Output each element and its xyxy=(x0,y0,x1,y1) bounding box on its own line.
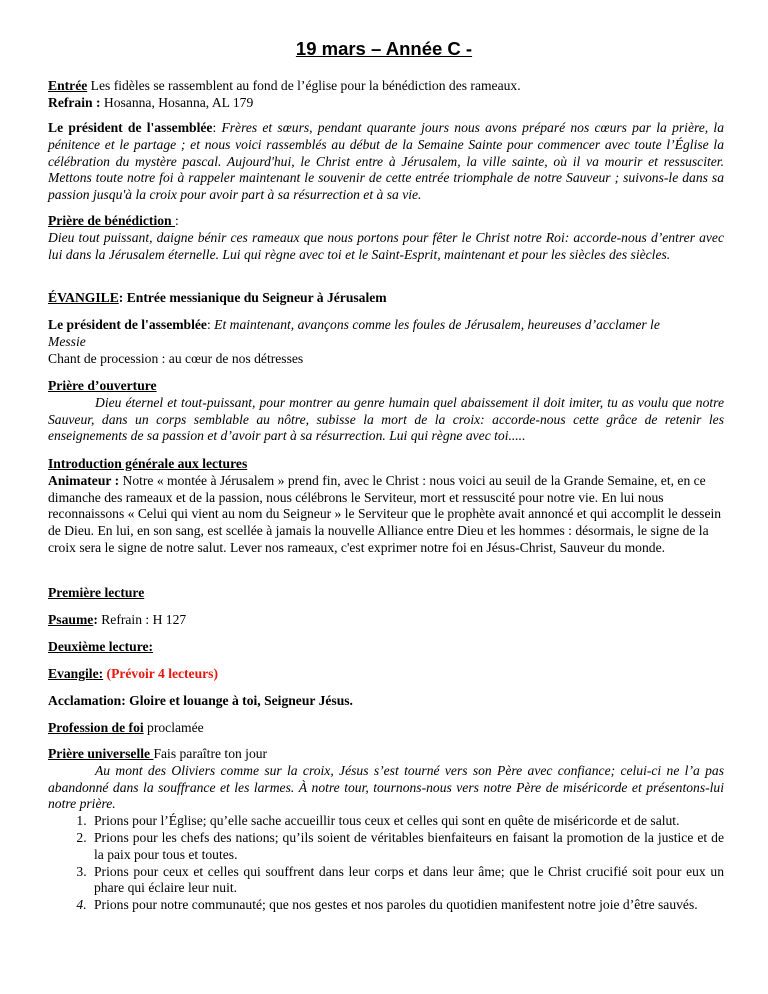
list-item: 1. Prions pour l’Église; qu’elle sache accueillir tous ceux et celles qui sont en quête de miséricorde et de salut. xyxy=(90,813,724,830)
entree-text: Les fidèles se rassemblent au fond de l’église pour la bénédiction des rameaux. xyxy=(87,78,521,93)
page-title: 19 mars – Année C - xyxy=(295,38,473,59)
refrain-line xyxy=(48,95,724,112)
benediction-section: Prière de bénédiction : Dieu tout puissant, daigne bénir ces rameaux que nous portons pour fêter le Christ notre Roi: accorde-nous d’entrer avec lui dans la Jérusalem éternelle. Lui qui règne avec toi et le Saint-Esprit, maintenant et pour les siècles des siècles. xyxy=(48,213,724,262)
introduction-label: Introduction générale aux lectures xyxy=(48,456,248,471)
introduction-section xyxy=(48,456,724,557)
introduction-text: Notre « montée à Jérusalem » prend fin, avec le Christ : nous voici au seuil de la Grande Semaine, et, en ce dimanche des rameaux et de la passion, nous célébrons le Serviteur, mort et ressuscité pour notre vie. En lui nous reconnaissons « Celui qui vient au nom du Seigneur » le Serviteur que le prophète avait annoncé et qui accomplit le dessein de Dieu. En lui, en son sang, est scellée à jamais la nouvelle Alliance entre Dieu et les hommes : désormais, le signe de la croix sera le signe de notre salut. Lever nos rameaux, c'est exprimer notre foi en Jésus-Christ, Sauveur du monde. xyxy=(48,472,722,555)
refrain-text: Hosanna, Hosanna, AL 179 xyxy=(100,94,254,110)
president-label: Le président de l'assemblée xyxy=(48,120,213,135)
entree-line xyxy=(48,78,724,95)
entree-section xyxy=(48,78,724,112)
president2-text: Et maintenant, avançons comme les foules de Jérusalem, heureuses d’acclamer le Messie xyxy=(48,317,660,349)
president2-label: Le président de l'assemblée xyxy=(48,317,207,332)
list-item: 4. Prions pour notre communauté; que nos gestes et nos paroles du quotidien manifestent notre joie d’être sauvés. xyxy=(90,897,724,914)
evangile-label: Evangile: xyxy=(48,666,104,681)
psaume-text: Refrain : H 127 xyxy=(97,612,187,627)
list-item: 3. Prions pour ceux et celles qui souffrent dans leur corps et dans leur âme; que le Christ crucifié soit pour eux un phare qui éclaire leur nuit. xyxy=(90,864,724,898)
psaume-label: Psaume xyxy=(48,612,94,627)
evangile-entree-heading xyxy=(48,290,724,307)
universelle-intro: Au mont des Oliviers comme sur la croix, Jésus s’est tourné vers son Père avec confiance; celui-ci ne l’a pas abandonné dans la souffrance et les larmes. À notre tour, tournons-nous vers notre Père de miséricorde et présentons-lui notre prière. xyxy=(48,762,724,812)
evangile-entree-text: : Entrée messianique du Seigneur à Jérusalem xyxy=(118,290,387,305)
ouverture-text: Dieu éternel et tout-puissant, pour montrer au genre humain quel abaissement il doit imiter, tu as voulu que notre Sauveur, dans un corps semblable au nôtre, subisse la mort de la croix: accorde-nous cette grâce de retenir les enseignements de sa passion et d’avoir part à sa résurrection. Lui qui règne avec toi..... xyxy=(48,394,724,444)
president-intro: Le président de l'assemblée: Frères et sœurs, pendant quarante jours nous avons préparé nos cœurs par la prière, la pénitence et le partage ; et nous voici rassemblés au début de la Semaine Sainte pour commencer avec toute l’Église la célébration du mystère pascal. Aujourd'hui, le Christ entre à Jérusalem, la ville sainte, où il va mourir et ressusciter. Mettons toute notre foi à rappeler maintenant le souvenir de cette entrée triomphale de notre Sauveur ; suivons-le dans sa passion jusqu'à la croix pour avoir part à sa résurrection et à sa vie. xyxy=(48,120,724,203)
procession-chant: Chant de procession : au cœur de nos détresses xyxy=(48,350,304,366)
profession-text: proclamée xyxy=(143,720,204,735)
deuxieme-lecture-heading: Deuxième lecture: xyxy=(48,639,154,654)
profession-line xyxy=(48,720,724,737)
evangile-entree-label: ÉVANGILE xyxy=(48,290,119,305)
list-item: 2. Prions pour les chefs des nations; qu’ils soient de véritables bienfaiteurs en faisant la promotion de la justice et de la paix pour tous et toutes. xyxy=(90,830,724,864)
profession-label: Profession de foi xyxy=(48,720,144,735)
benediction-label: Prière de bénédiction xyxy=(48,213,175,228)
refrain-label: Refrain : xyxy=(48,94,101,110)
animateur-label: Animateur : xyxy=(48,472,120,488)
benediction-text: Dieu tout puissant, daigne bénir ces rameaux que nous portons pour fêter le Christ notre Roi: accorde-nous d’entrer avec lui dans la Jérusalem éternelle. Lui qui règne avec toi et le Saint-Esprit, maintenant et pour les siècles des siècles. xyxy=(48,229,724,262)
psaume-line: Psaume: Refrain : H 127 xyxy=(48,612,187,627)
acclamation-line: Acclamation: Gloire et louange à toi, Seigneur Jésus. xyxy=(48,693,353,708)
evangile-line xyxy=(48,666,724,683)
president-text: Frères et sœurs, pendant quarante jours nous avons préparé nos cœurs par la prière, la pénitence et le partage ; et nous voici rassemblés au début de la Semaine Sainte pour commencer avec toute l’Église la célébration du mystère pascal. Aujourd'hui, le Christ entre à Jérusalem, la ville sainte, où il va mourir et ressusciter. Mettons toute notre foi à rappeler maintenant le souvenir de cette entrée triomphale de notre Sauveur ; suivons-le dans sa passion jusqu'à la croix pour avoir part à sa résurrection et à sa vie. xyxy=(48,120,724,203)
priere-universelle-section xyxy=(48,746,724,914)
universelle-label: Prière universelle xyxy=(48,746,154,761)
ouverture-label: Prière d’ouverture xyxy=(48,378,157,393)
entree-label: Entrée xyxy=(48,78,88,93)
evangile-note: (Prévoir 4 lecteurs) xyxy=(103,666,219,681)
universelle-refrain: Fais paraître ton jour xyxy=(153,746,268,761)
president-procession: Le président de l'assemblée: Et maintenant, avançons comme les foules de Jérusalem, heureuses d’acclamer le Messie Chant de procession : au cœur de nos détresses xyxy=(48,317,724,367)
premiere-lecture-heading: Première lecture xyxy=(48,585,145,600)
intentions-list xyxy=(48,813,724,914)
ouverture-section xyxy=(48,378,724,445)
